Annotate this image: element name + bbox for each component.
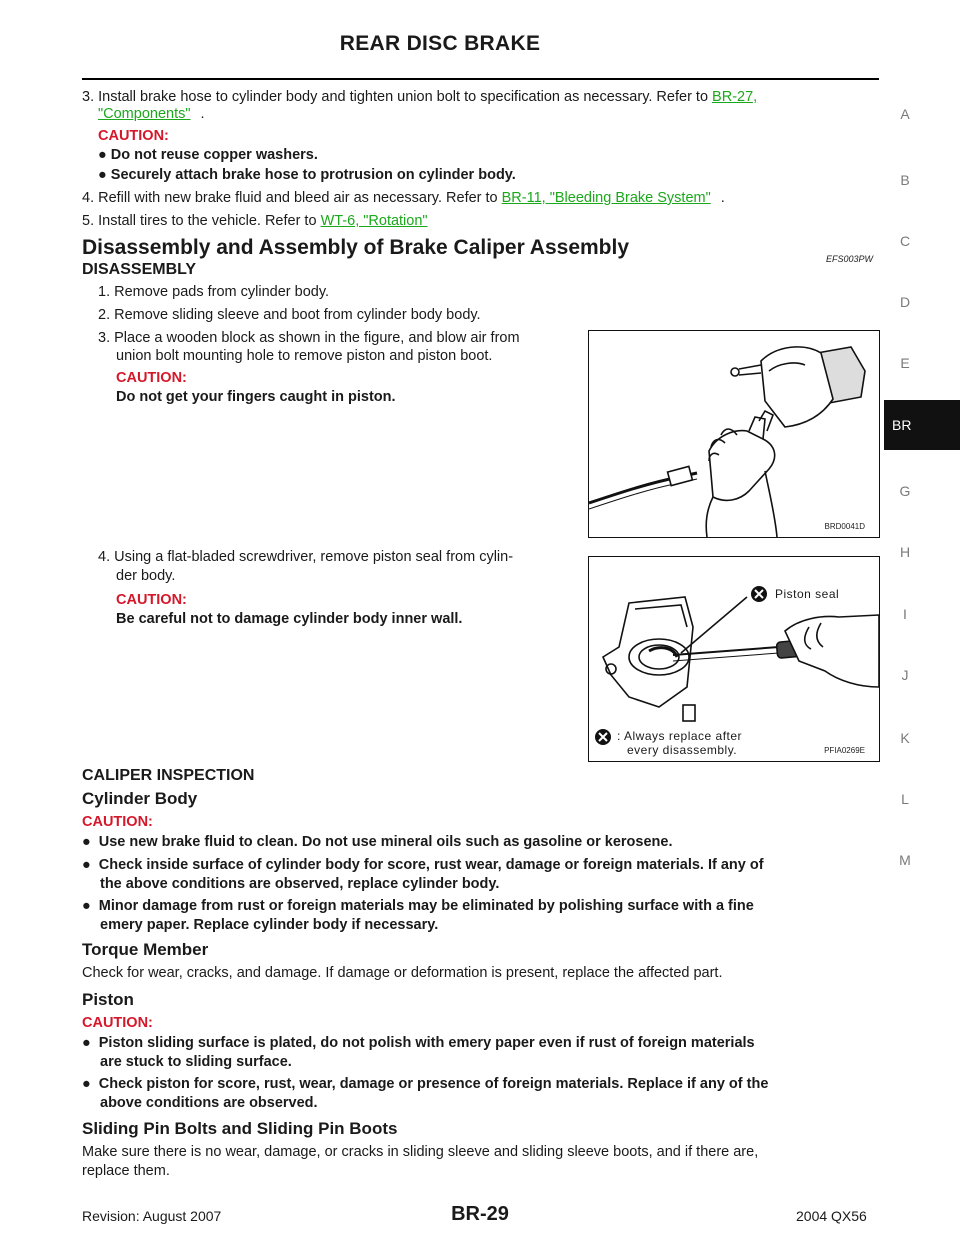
disassembly-step1: 1. Remove pads from cylinder body. — [98, 284, 330, 300]
bullet-text: Do not reuse copper washers. — [110, 147, 318, 163]
install-step4-text: 4. Refill with new brake fluid and bleed air as necessary. Refer to — [82, 190, 498, 206]
header-rule — [82, 78, 879, 80]
caution-bullet-hose — [98, 166, 516, 185]
piston-bullet1-cont: are stuck to sliding surface. — [100, 1054, 292, 1070]
bullet-dot: ● — [82, 834, 91, 850]
figure-code-brd0041d: BRD0041D — [824, 522, 865, 531]
section-code: EFS003PW — [826, 254, 874, 264]
bullet-dot: ● — [98, 167, 107, 183]
cyl-bullet2 — [82, 856, 879, 875]
footer-revision: Revision: August 2007 — [82, 1208, 222, 1224]
link-rotation[interactable]: WT-6, "Rotation" — [320, 213, 428, 229]
bullet-text: Use new brake fluid to clean. Do not use mineral oils such as gasoline or kerosene. — [98, 834, 673, 850]
side-index-d[interactable]: D — [899, 294, 911, 310]
side-index-m[interactable]: M — [899, 852, 911, 868]
install-step3-end: . — [200, 106, 205, 122]
side-index-br-active[interactable]: BR — [884, 400, 960, 450]
cyl-bullet2-cont: the above conditions are observed, replace cylinder body. — [100, 876, 500, 892]
install-step4-end: . — [720, 190, 725, 206]
cyl-bullet3 — [82, 897, 879, 916]
disassembly-step3b: union bolt mounting hole to remove piston and piston boot. — [116, 348, 493, 364]
bullet-text: Check inside surface of cylinder body for score, rust wear, damage or foreign materials. If any of — [98, 857, 764, 873]
page-number: BR-29 — [451, 1203, 509, 1225]
cyl-caution-label: CAUTION: — [82, 814, 153, 830]
bullet-text: Piston sliding surface is plated, do not polish with emery paper even if rust of foreign materials — [98, 1035, 755, 1051]
link-br27[interactable]: BR-27, — [712, 89, 758, 105]
bullet-dot: ● — [98, 147, 107, 163]
side-index-g[interactable]: G — [899, 483, 911, 499]
piston-seal-label: Piston seal — [775, 587, 840, 601]
bullet-dot: ● — [82, 857, 91, 873]
piston-bullet2-cont: above conditions are observed. — [100, 1095, 318, 1111]
bullet-text: Check piston for score, rust, wear, damage or presence of foreign materials. Replace if any of the — [98, 1076, 769, 1092]
piston-caution-label: CAUTION: — [82, 1015, 153, 1031]
link-bleeding[interactable]: BR-11, "Bleeding Brake System" — [501, 190, 711, 206]
side-index-e[interactable]: E — [900, 355, 910, 371]
side-index-b[interactable]: B — [900, 172, 910, 188]
install-step3-text: 3. Install brake hose to cylinder body and tighten union bolt to specification as necessary. Refer to — [82, 89, 709, 105]
link-components[interactable]: "Components" — [98, 106, 191, 122]
step3-caution-text: Do not get your fingers caught in piston. — [116, 389, 396, 405]
sliding-pin-text-a: Make sure there is no wear, damage, or cracks in sliding sleeve and sliding sleeve boots, and if there are, — [82, 1144, 759, 1160]
page-header-title: REAR DISC BRAKE — [339, 32, 541, 55]
replace-note-line2: every disassembly. — [627, 743, 738, 757]
install-step5-text: 5. Install tires to the vehicle. Refer to — [82, 213, 317, 229]
side-index-i[interactable]: I — [903, 606, 907, 622]
side-index — [884, 0, 960, 1242]
disassembly-step4a: 4. Using a flat-bladed screwdriver, remove piston seal from cylin- — [98, 549, 514, 565]
cyl-bullet3-cont: emery paper. Replace cylinder body if necessary. — [100, 917, 439, 933]
disassembly-step4b: der body. — [116, 568, 176, 584]
step4-caution-text: Be careful not to damage cylinder body inner wall. — [116, 611, 463, 627]
side-index-k[interactable]: K — [900, 730, 910, 746]
section-title: Disassembly and Assembly of Brake Caliper Assembly — [82, 236, 630, 259]
sliding-pin-text-b: replace them. — [82, 1163, 170, 1179]
replace-note-line1: : Always replace after — [617, 729, 743, 743]
footer-model: 2004 QX56 — [796, 1208, 867, 1224]
cylinder-body-title: Cylinder Body — [82, 789, 198, 808]
piston-title: Piston — [82, 990, 134, 1009]
install-step5 — [82, 212, 428, 231]
side-index-j[interactable]: J — [901, 667, 909, 683]
caution-label: CAUTION: — [98, 128, 169, 144]
figure-code-pfia0269e: PFIA0269E — [824, 746, 865, 755]
cyl-bullet1 — [82, 833, 879, 852]
figure-caliper-air-blow — [588, 330, 880, 538]
side-index-c[interactable]: C — [899, 233, 911, 249]
side-index-h[interactable]: H — [899, 544, 911, 560]
figure-piston-seal — [588, 556, 880, 762]
side-index-l[interactable]: L — [901, 791, 909, 807]
piston-bullet1 — [82, 1034, 879, 1053]
piston-bullet2 — [82, 1075, 879, 1094]
bullet-text: Securely attach brake hose to protrusion on cylinder body. — [110, 167, 516, 183]
step4-caution-label: CAUTION: — [116, 592, 187, 608]
torque-member-text: Check for wear, cracks, and damage. If damage or deformation is present, replace the affected part. — [82, 965, 723, 981]
install-step4 — [82, 189, 725, 208]
disassembly-step2: 2. Remove sliding sleeve and boot from cylinder body body. — [98, 307, 481, 323]
disassembly-title: DISASSEMBLY — [82, 261, 197, 278]
caliper-air-blow-illustration — [589, 331, 879, 537]
caution-bullet-washers — [98, 146, 318, 165]
sliding-pin-title: Sliding Pin Bolts and Sliding Pin Boots — [82, 1119, 398, 1138]
bullet-dot: ● — [82, 898, 91, 914]
step3-caution-label: CAUTION: — [116, 370, 187, 386]
side-index-a[interactable]: A — [900, 106, 910, 122]
disassembly-step3a: 3. Place a wooden block as shown in the figure, and blow air from — [98, 330, 520, 346]
bullet-dot: ● — [82, 1076, 91, 1092]
torque-member-title: Torque Member — [82, 940, 209, 959]
bullet-dot: ● — [82, 1035, 91, 1051]
caliper-inspection-title: CALIPER INSPECTION — [82, 767, 255, 784]
install-step3-cont — [98, 105, 205, 124]
bullet-text: Minor damage from rust or foreign materials may be eliminated by polishing surface with a fine — [98, 898, 754, 914]
